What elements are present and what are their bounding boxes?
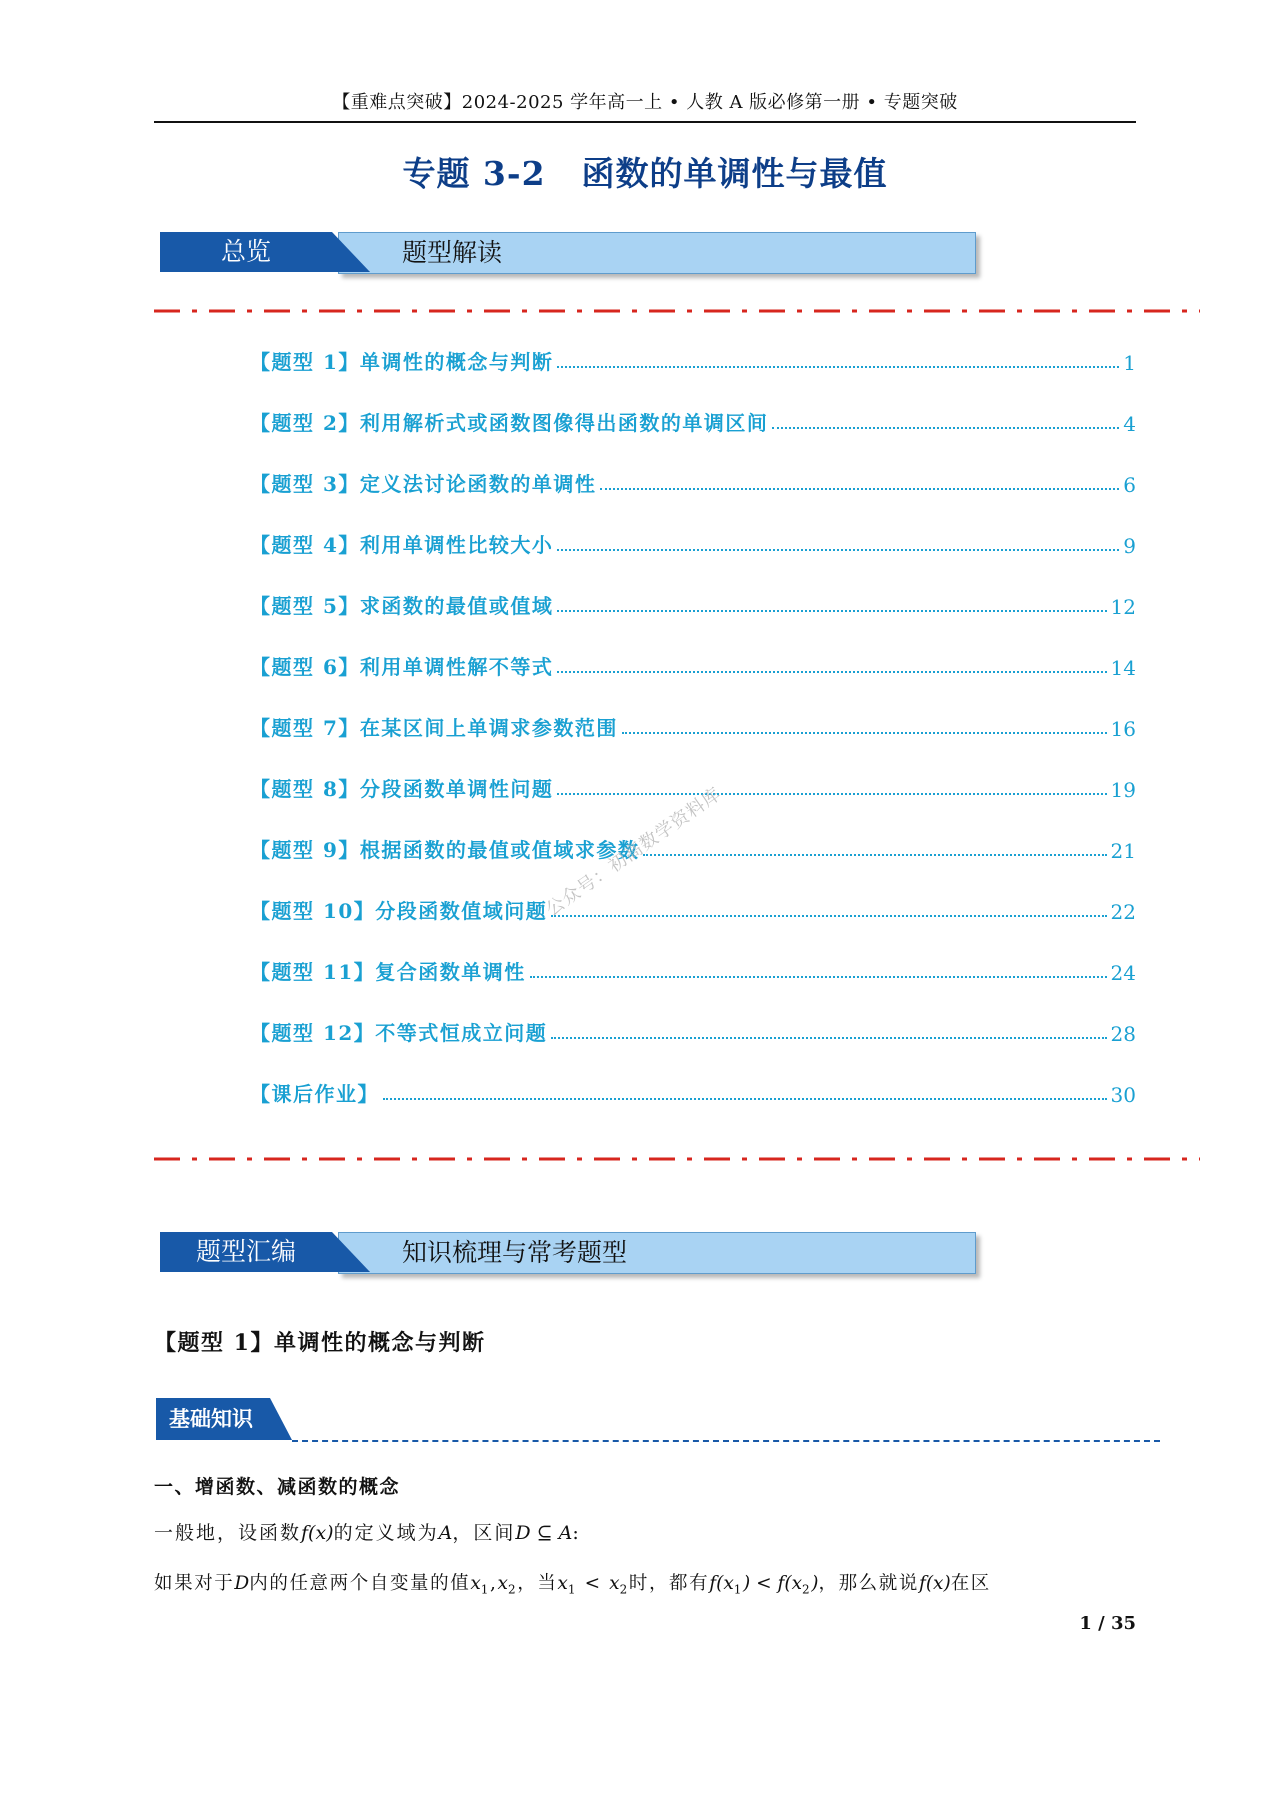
- toc-leader: [772, 427, 1119, 429]
- toc-item[interactable]: [250, 892, 1136, 924]
- toc-leader: [557, 366, 1119, 368]
- toc-item[interactable]: [250, 953, 1136, 985]
- toc-item[interactable]: [250, 465, 1136, 497]
- toc-item[interactable]: [250, 1075, 1136, 1107]
- toc-item-label: 【题型 4】利用单调性比较大小: [250, 533, 554, 557]
- definition-line-2: 如果对于D内的任意两个自变量的值$x_1,x_2$，当$x_1 < x_2$时，都有$f(x_1) < f(x_2)$，那么就说f(x)在区: [154, 1573, 991, 1597]
- toc-leader: [551, 915, 1106, 917]
- basic-knowledge-tag: [156, 1398, 292, 1440]
- compilation-banner: [160, 1232, 978, 1276]
- toc-leader: [622, 732, 1107, 734]
- toc-item-label: 【题型 3】定义法讨论函数的单调性: [250, 472, 597, 496]
- toc-bottom-divider: [154, 1156, 1200, 1162]
- basic-knowledge-divider: [292, 1440, 1160, 1442]
- toc-item-label: 【课后作业】: [250, 1082, 379, 1106]
- toc-item-page: 24: [1110, 961, 1136, 985]
- toc-item-page: 14: [1110, 656, 1136, 680]
- toc-item-page: 28: [1110, 1022, 1136, 1046]
- toc-item-page: 1: [1123, 351, 1136, 375]
- toc-item-page: 30: [1110, 1083, 1136, 1107]
- toc-item[interactable]: [250, 1014, 1136, 1046]
- toc-item-label: 【题型 7】在某区间上单调求参数范围: [250, 716, 618, 740]
- toc-item-label: 【题型 2】利用解析式或函数图像得出函数的单调区间: [250, 411, 769, 435]
- toc-item-page: 4: [1123, 412, 1136, 436]
- toc-top-divider: [154, 308, 1200, 314]
- toc-leader: [557, 671, 1106, 673]
- toc-leader: [557, 793, 1106, 795]
- section-heading: 【题型 1】单调性的概念与判断: [154, 1330, 486, 1356]
- title-number: 专题 3-2: [402, 154, 546, 193]
- toc-item[interactable]: [250, 709, 1136, 741]
- toc-item[interactable]: [250, 404, 1136, 436]
- toc-leader: [557, 610, 1106, 612]
- toc-item-label: 【题型 6】利用单调性解不等式: [250, 655, 554, 679]
- toc-item-page: 6: [1123, 473, 1136, 497]
- title-text: 函数的单调性与最值: [581, 154, 888, 193]
- toc-item-page: 19: [1110, 778, 1136, 802]
- definition-line-1: 一般地，设函数f(x)的定义域为A，区间D ⊆ A:: [154, 1522, 581, 1544]
- toc-item[interactable]: [250, 526, 1136, 558]
- toc-item[interactable]: [250, 648, 1136, 680]
- toc-item[interactable]: [250, 343, 1136, 375]
- toc-item-page: 22: [1110, 900, 1136, 924]
- toc-leader: [557, 549, 1119, 551]
- toc-item-label: 【题型 9】根据函数的最值或值域求参数: [250, 838, 640, 862]
- toc-leader: [530, 976, 1107, 978]
- overview-banner: [160, 232, 978, 276]
- toc-leader: [600, 488, 1119, 490]
- toc-leader: [383, 1098, 1107, 1100]
- concept-subheading: 一、增函数、减函数的概念: [154, 1476, 401, 1498]
- toc-item[interactable]: [250, 587, 1136, 619]
- header-rule: [154, 121, 1136, 123]
- toc-item-label: 【题型 12】不等式恒成立问题: [250, 1021, 548, 1045]
- toc-leader: [643, 854, 1106, 856]
- toc-item-label: 【题型 5】求函数的最值或值域: [250, 594, 554, 618]
- compilation-tag: 题型汇编: [195, 1237, 296, 1266]
- toc-item-page: 12: [1110, 595, 1136, 619]
- toc-item[interactable]: [250, 831, 1136, 863]
- watermark: 公众号：初高数学资料库: [542, 783, 726, 921]
- toc-item-page: 21: [1110, 839, 1136, 863]
- page-number: 1 / 35: [1079, 1613, 1136, 1634]
- overview-tag: 总览: [220, 237, 271, 266]
- toc-item-page: 9: [1123, 534, 1136, 558]
- toc-item-page: 16: [1110, 717, 1136, 741]
- toc-leader: [551, 1037, 1106, 1039]
- basic-knowledge-label: 基础知识: [169, 1407, 253, 1431]
- toc-item-label: 【题型 8】分段函数单调性问题: [250, 777, 554, 801]
- page-title: [154, 148, 1136, 195]
- toc-item-label: 【题型 1】单调性的概念与判断: [250, 350, 554, 374]
- toc-item-label: 【题型 10】分段函数值域问题: [250, 899, 548, 923]
- compilation-label: 知识梳理与常考题型: [402, 1238, 628, 1267]
- overview-label: 题型解读: [402, 238, 503, 267]
- toc-item-label: 【题型 11】复合函数单调性: [250, 960, 526, 984]
- running-head: 【重难点突破】2024-2025 学年高一上 • 人教 A 版必修第一册 • 专题突破: [332, 92, 958, 113]
